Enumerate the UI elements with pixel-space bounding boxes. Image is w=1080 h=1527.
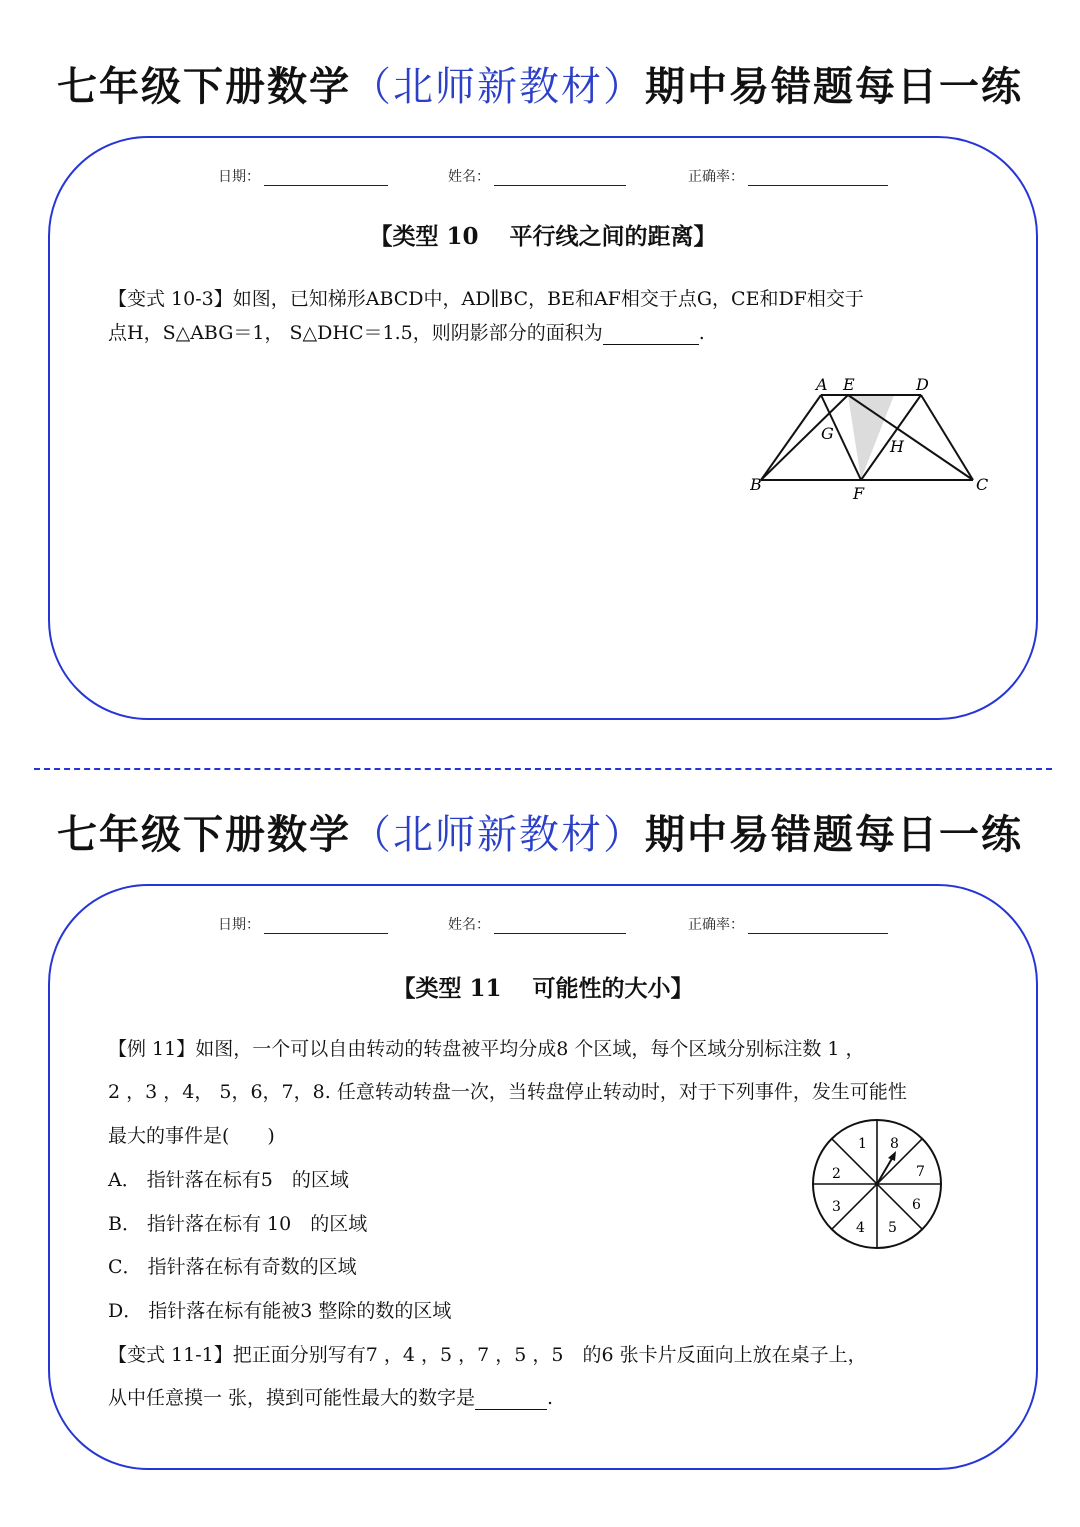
label-g: G [821,424,834,443]
spinner-number-3: 3 [832,1199,841,1215]
accuracy-blank[interactable] [748,919,888,934]
option-d[interactable]: D． 指针落在标有能被3 整除的数的区域 [108,1300,452,1322]
problem-period: . [698,322,705,344]
line-be [761,395,848,480]
spinner-number-1: 1 [858,1136,867,1152]
variant-text: 从中任意摸一 张，摸到可能性最大的数字是 [108,1387,476,1409]
option-c[interactable]: C． 指针落在标有奇数的区域 [108,1256,357,1278]
date-blank[interactable] [264,171,388,186]
type-title: 【类型 10 平行线之间的距离】 [369,223,717,250]
dashed-divider [34,768,1052,770]
answer-blank[interactable] [475,1391,547,1410]
label-a: A [816,375,828,394]
accuracy-label: 正确率： [688,917,744,933]
example-line-1: 【例 11】如图，一个可以自由转动的转盘被平均分成8 个区域，每个区域分别标注数 1 ， [108,1038,865,1060]
label-c: C [976,475,989,494]
option-a[interactable]: A． 指针落在标有5 的区域 [108,1169,349,1191]
title-highlight: （北师新教材） [351,64,645,110]
name-blank[interactable] [494,919,626,934]
name-blank[interactable] [494,171,626,186]
spinner-figure [808,1118,948,1258]
date-label: 日期： [218,917,260,933]
accuracy-field [688,166,888,186]
pointer-arrowhead [888,1151,896,1161]
spinner-number-4: 4 [856,1220,865,1236]
trapezoid-figure [750,374,1000,504]
date-field [218,166,388,186]
date-field [218,914,388,934]
problem-line-2 [108,318,705,345]
answer-blank[interactable] [603,326,699,345]
label-h: H [890,437,904,456]
title-highlight: （北师新教材） [351,812,645,858]
spinner-number-6: 6 [912,1197,921,1213]
example-line-3: 最大的事件是( ) [108,1125,275,1147]
variant-line-1: 【变式 11-1】把正面分别写有7 ，4 ，5 ，7 ，5 ，5 的6 张卡片反面向上放在桌子上， [108,1344,867,1366]
accuracy-blank[interactable] [748,171,888,186]
spinner-number-7: 7 [916,1164,925,1180]
worksheet-card-2 [48,884,1038,1470]
name-label: 姓名： [448,169,490,185]
problem-text: 点H，S△ABG＝1， S△DHC＝1.5，则阴影部分的面积为 [108,322,603,344]
title-suffix: 期中易错题每日一练 [645,64,1023,110]
example-line-2: 2 ，3 ，4， 5，6，7，8. 任意转动转盘一次，当转盘停止转动时，对于下列事件，发生可能性 [108,1081,907,1103]
variant-line-2 [108,1383,553,1410]
type-title: 【类型 11 可能性的大小】 [392,975,694,1002]
page-title-2 [0,810,1080,860]
edge-dc [921,395,973,480]
label-b: B [750,475,762,494]
label-f: F [853,484,865,503]
spinner-number-8: 8 [890,1136,899,1152]
variant-period: . [547,1387,554,1409]
accuracy-label: 正确率： [688,169,744,185]
date-label: 日期： [218,169,260,185]
accuracy-field [688,914,888,934]
problem-line-1: 【变式 10-3】如图，已知梯形ABCD中，AD∥BC，BE和AF相交于点G，CE和DF相交于 [108,288,864,310]
page-title [0,62,1080,112]
edge-ab [761,395,821,480]
title-prefix: 七年级下册数学 [57,812,351,858]
date-blank[interactable] [264,919,388,934]
name-field [448,914,626,934]
option-b[interactable]: B． 指针落在标有 10 的区域 [108,1213,368,1235]
name-field [448,166,626,186]
title-suffix: 期中易错题每日一练 [645,812,1023,858]
spinner-number-5: 5 [888,1220,897,1236]
worksheet-card-1 [48,136,1038,720]
name-label: 姓名： [448,917,490,933]
title-prefix: 七年级下册数学 [57,64,351,110]
label-d: D [916,375,929,394]
label-e: E [843,375,855,394]
spinner-number-2: 2 [832,1166,841,1182]
